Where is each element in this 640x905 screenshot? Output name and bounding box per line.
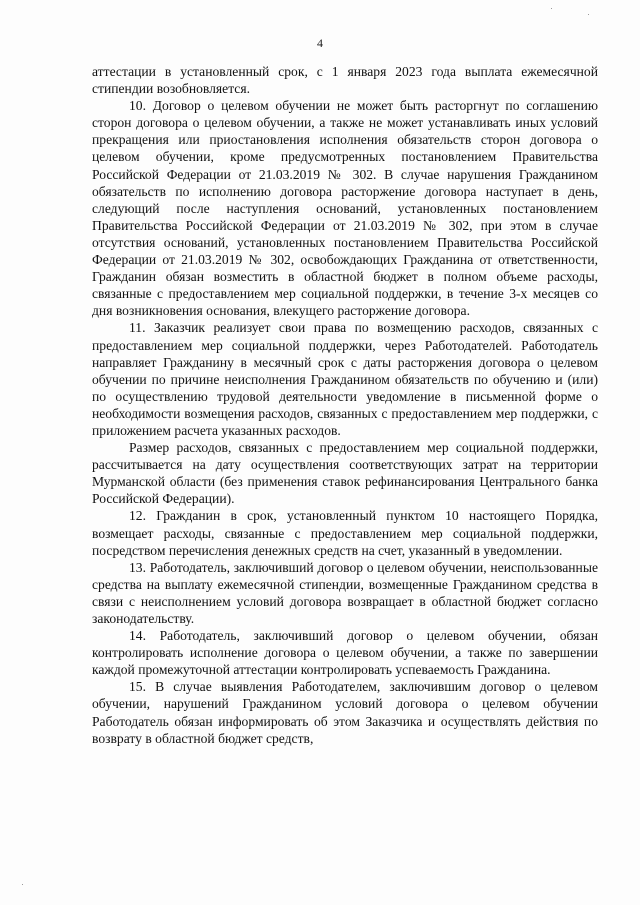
page-number: 4 bbox=[317, 36, 323, 50]
document-body bbox=[92, 63, 598, 747]
paragraph-10: 10. Договор о целевом обучении не может быть расторгнут по соглашению сторон договора о целевом обучении, а также не может устанавливать иных условий прекращения или приостановления исполнения обязательств сторон договора о целевом обучении, кроме предусмотренных постановлением Правительства Российской Федерации от 21.03.2019 № 302. В случае нарушения Гражданином обязательств по исполнению договора расторжение договора наступает в день, следующий после наступления оснований, установленных постановлением Правительства Российской Федерации от 21.03.2019 № 302, при этом в случае отсутствия оснований, установленных постановлением Правительства Российской Федерации от 21.03.2019 № 302, освобождающих Гражданина от ответственности, Гражданин обязан возместить в областной бюджет в полном объеме расходы, связанные с предоставлением мер социальной поддержки, в течение 3-х месяцев со дня возникновения основания, влекущего расторжение договора. bbox=[92, 98, 598, 319]
paragraph-15: 15. В случае выявления Работодателем, заключившим договор о целевом обучении, нарушений Гражданином условий договора о целевом обучении Работодатель обязан информировать об этом Заказчика и осуществлять действия по возврату в областной бюджет средств, bbox=[92, 679, 598, 746]
paragraph-13: 13. Работодатель, заключивший договор о целевом обучении, неиспользованные средства на выплату ежемесячной стипендии, возмещенные Гражданином средства в связи с неисполнением условий договора возвращает в областной бюджет согласно законодательству. bbox=[92, 559, 598, 626]
paragraph-11-expense-size: Размер расходов, связанных с предоставлением мер социальной поддержки, рассчитывается на дату осуществления соответствующих затрат на территории Мурманской области (без применения ставок рефинансирования Центрального банка Российской Федерации). bbox=[92, 440, 598, 507]
paragraph-12: 12. Гражданин в срок, установленный пунктом 10 настоящего Порядка, возмещает расходы, связанные с предоставлением мер социальной поддержки, посредством перечисления денежных средств на счет, указанный в уведомлении. bbox=[92, 508, 598, 558]
scan-speck bbox=[22, 884, 23, 885]
paragraph-14: 14. Работодатель, заключивший договор о целевом обучении, обязан контролировать исполнение договора о целевом обучении, а также по завершении каждой промежуточной аттестации контролировать успеваемость Гражданина. bbox=[92, 628, 598, 678]
scan-speck bbox=[588, 14, 589, 15]
paragraph-11: 11. Заказчик реализует свои права по возмещению расходов, связанных с предоставлением мер социальной поддержки, через Работодателей. Работодатель направляет Гражданину в месячный срок с даты расторжения договора о целевом обучении по причине неисполнения Гражданином обязательств по обучению и (или) по осуществлению трудовой деятельности уведомление в письменной форме о необходимости возмещения расходов, связанных с предоставлением мер поддержки, с приложением расчета указанных расходов. bbox=[92, 320, 598, 438]
scan-speck bbox=[551, 8, 552, 9]
paragraph-continuation: аттестации в установленный срок, с 1 января 2023 года выплата ежемесячной стипендии возобновляется. bbox=[92, 64, 598, 97]
